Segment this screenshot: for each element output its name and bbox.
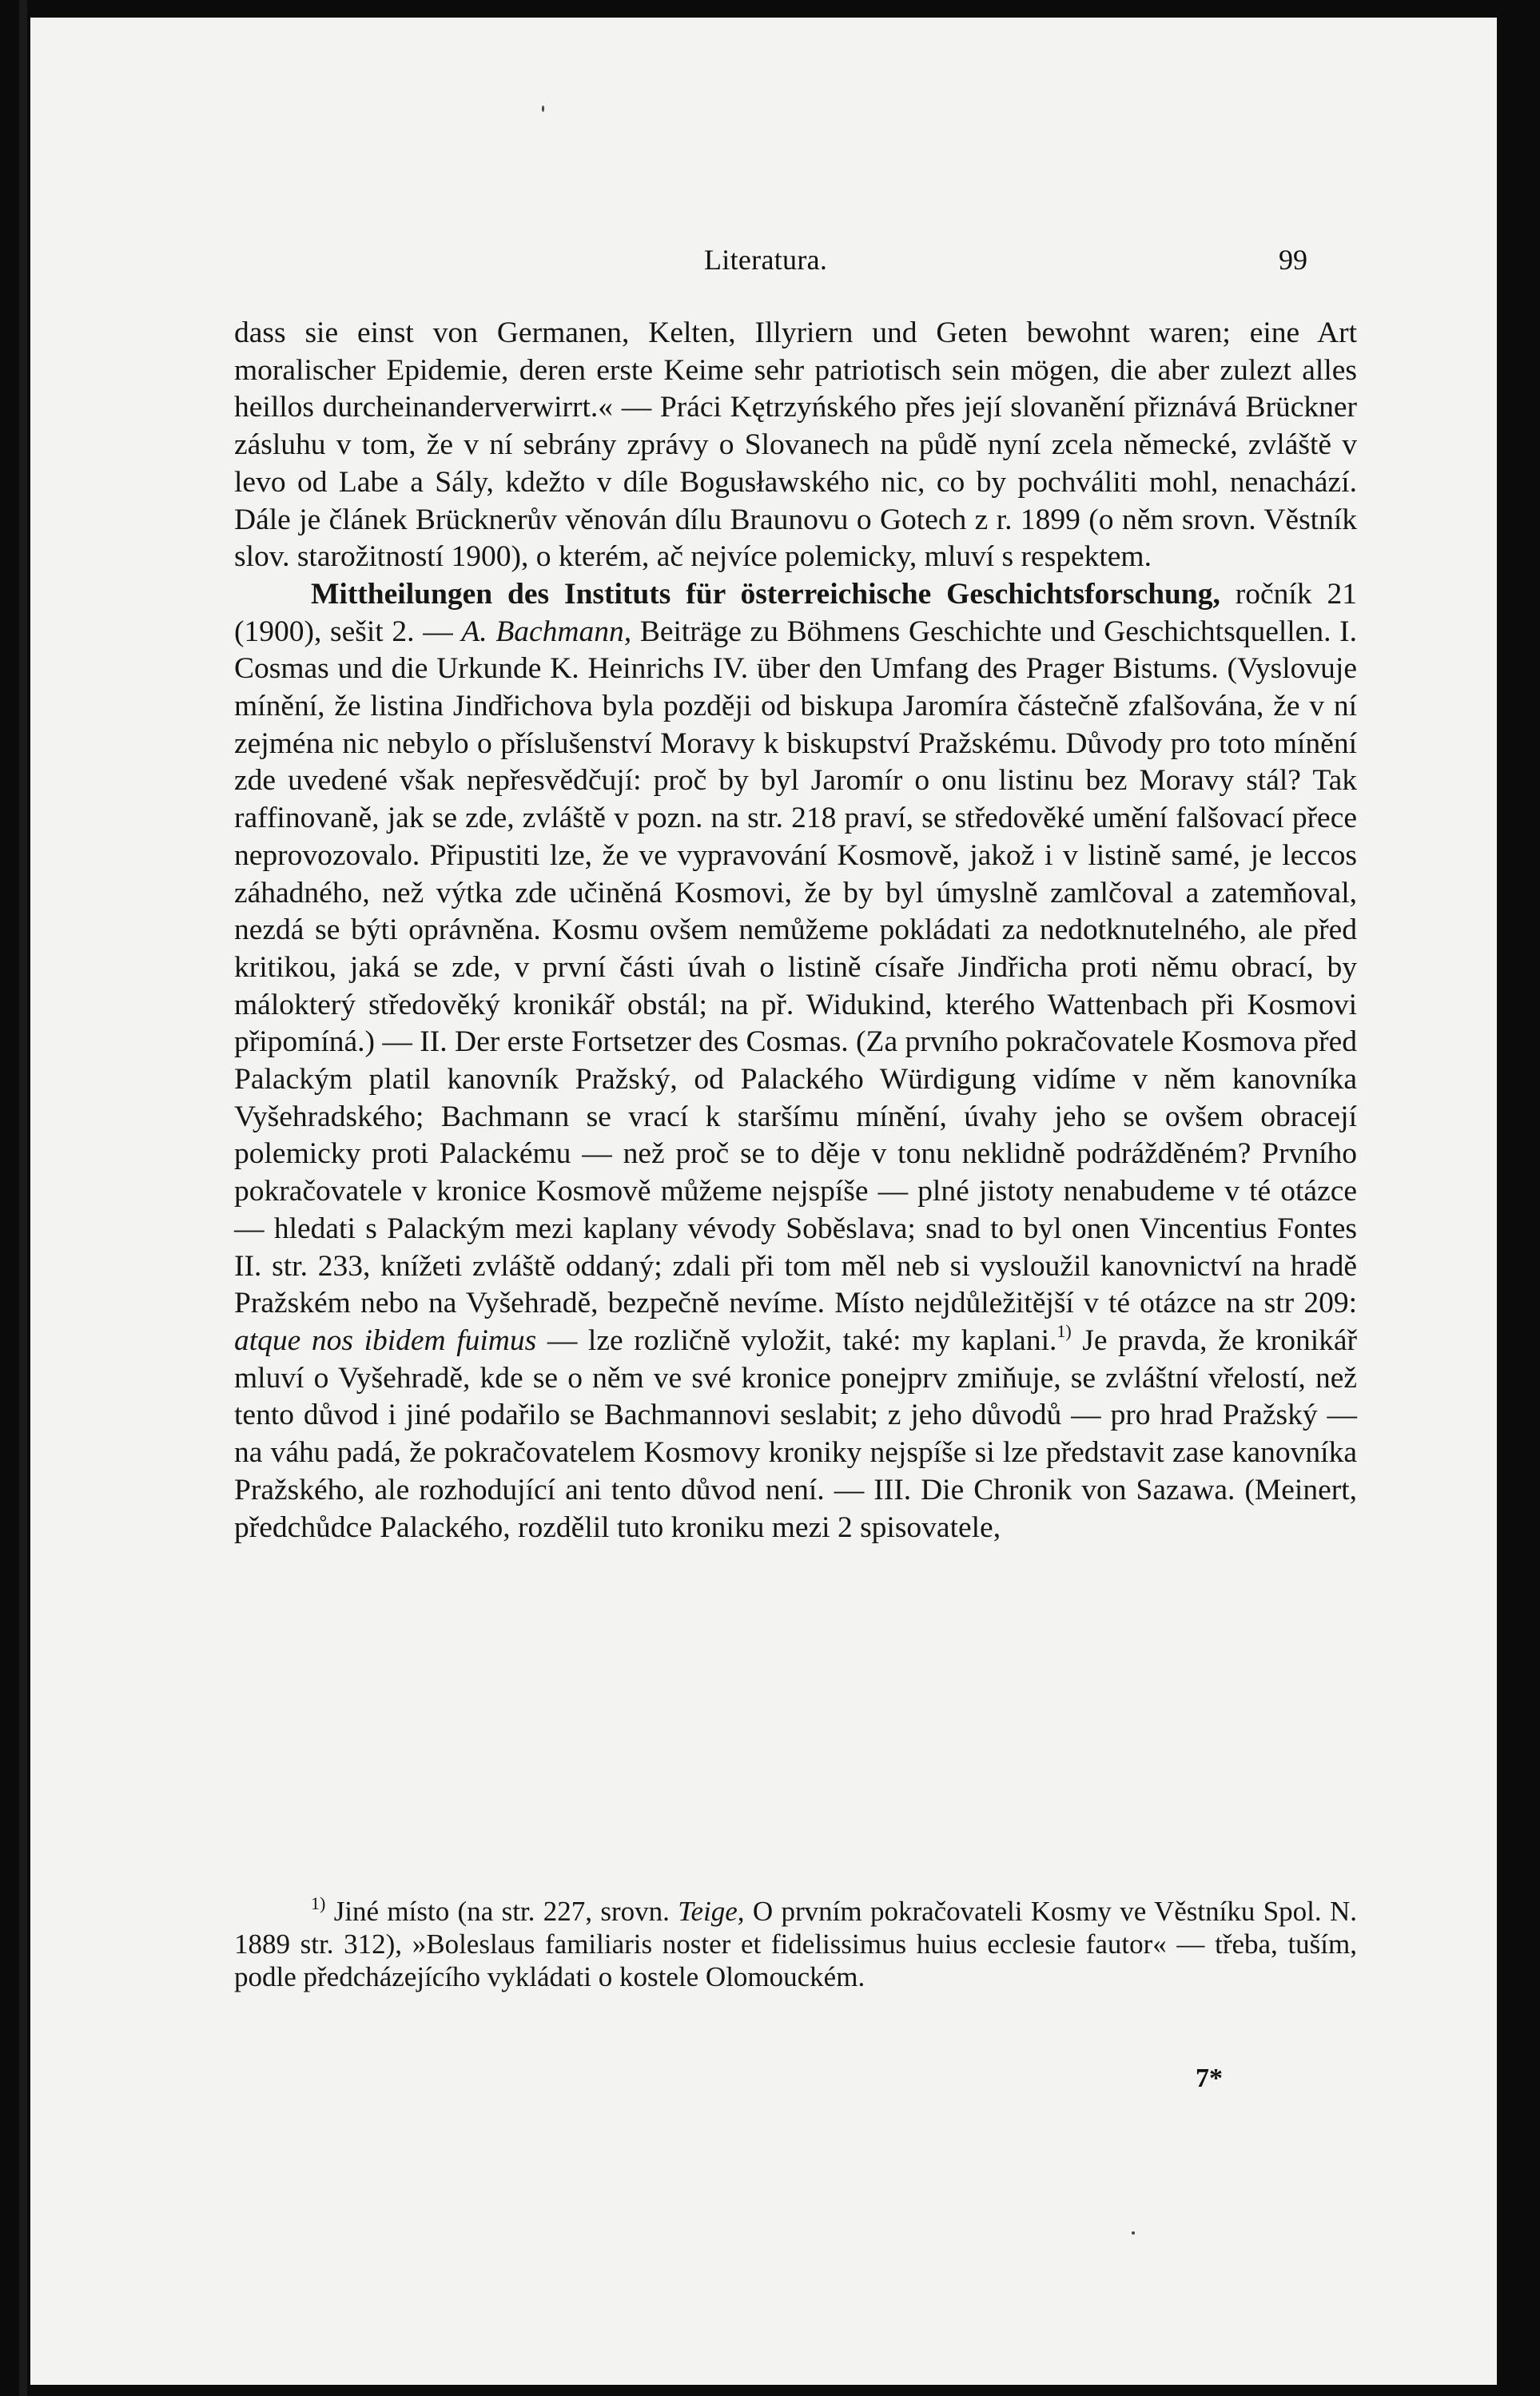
- latin-quote: atque nos ibidem fuimus: [234, 1323, 537, 1357]
- scan-speck: [1132, 2231, 1135, 2235]
- journal-title: Mittheilungen des Instituts für österreichische Geschichtsforschung,: [311, 577, 1220, 611]
- footnote-marker: 1): [311, 1893, 326, 1913]
- running-title: Literatura.: [704, 244, 828, 276]
- paragraph-continuation: dass sie einst von Germanen, Kelten, Illyriern und Geten bewohnt waren; eine Art moralischer Epidemie, deren erste Keime sehr patriotisch sein mögen, die aber zulezt alles heillos durcheinanderverwirrt.« — Práci Kętrzyńského přes její slovanění přiznává Brückner zásluhu v tom, že v ní sebrány zprávy o Slovanech na půdě nyní zcela německé, zvláště v levo od Labe a Sály, kdežto v díle Bogusławského nic, co by pochváliti mohl, nenachází. Dále je článek Brücknerův věnován dílu Braunovu o Gotech z r. 1899 (o něm srovn. Věstník slov. starožitností 1900), o kterém, ač nejvíce polemicky, mluví s respektem.: [234, 316, 1357, 574]
- binding-edge: [19, 0, 27, 2396]
- review-text-part-2: — lze rozličně vyložit, také: my kaplani.: [547, 1323, 1057, 1357]
- footnote: [234, 1895, 1357, 1993]
- paragraph-mittheilungen: [234, 576, 1357, 1546]
- footnote-1: [234, 1895, 1357, 1993]
- paper-sheet: [30, 18, 1497, 2385]
- footnote-text-part-1: Jiné místo (na str. 227, srovn.: [333, 1896, 670, 1927]
- author-name: A. Bachmann,: [461, 615, 632, 648]
- review-text-part-3: Je pravda, že kronikář mluví o Vyšehradě, kde se o něm ve své kronice ponejprv zmiňuje, se zvláštní vřelostí, než tento důvod i jiné podařilo se Bachmannovi seslabit; z jeho důvodů — pro hrad Pražský — na váhu padá, že pokračovatelem Kosmovy kroniky nejspíše si lze představit zase kanovníka Pražského, ale rozhodující ani tento důvod není. — III. Die Chronik von Sazawa. (Meinert, předchůdce Palackého, rozdělil tuto kroniku mezi 2 spisovatele,: [234, 1323, 1358, 1544]
- scan-speck: [542, 105, 544, 112]
- page-number: 99: [1279, 244, 1307, 276]
- footnote-reference: 1): [1057, 1320, 1072, 1341]
- footnote-author: Teige,: [678, 1896, 745, 1927]
- printer-signature-mark: 7*: [1196, 2064, 1223, 2093]
- footnote-text-part-2: O prvním pokračovateli Kosmy ve Věstníku Spol. N. 1889 str. 312), »Boleslaus familiaris noster et fidelissimus huius ecclesie fautor« — třeba, tuším, podle předcházejícího vykládati o kostele Olomouckém.: [234, 1896, 1358, 1992]
- page-header: [30, 243, 1497, 283]
- review-text-part-1: Beiträge zu Böhmens Geschichte und Geschichtsquellen. I. Cosmas und die Urkunde K. Heinrichs IV. über den Umfang des Prager Bistums. (Vyslovuje mínění, že listina Jindřichova byla později od biskupa Jaromíra částečně zfalšována, že v ní zejména nic nebylo o příslušenství Moravy k biskupství Pražskému. Důvody pro toto mínění zde uvedené však nepřesvědčují: proč by byl Jaromír o onu listinu bez Moravy stál? Tak raffinovaně, jak se zde, zvláště v pozn. na str. 218 praví, se středověké umění falšovací přece neprovozovalo. Připustiti lze, že ve vypravování Kosmově, jakož i v listině samé, je leccos záhadného, než výtka zde učiněná Kosmovi, že by byl úmyslně zamlčoval a zatemňoval, nezdá se býti oprávněna. Kosmu ovšem nemůžeme pokládati za nedotknutelného, ale před kritikou, jaká se zde, v první části úvah o listině císaře Jindřicha proti němu obrací, by málokterý středověký kronikář obstál; na př. Widukind, kterého Wattenbach při Kosmovi připomíná.) — II. Der erste Fortsetzer des Cosmas. (Za prvního pokračovatele Kosmova před Palackým platil kanovník Pražský, od Palackého Würdigung vidíme v něm kanovníka Vyšehradského; Bachmann se vrací k staršímu mínění, úvahy jeho se ovšem obracejí polemicky proti Palackému — než proč se to děje v tonu neklidně podrážděném? Prvního pokračovatele v kronice Kosmově můžeme nejspíše — plné jistoty nenabudeme v té otázce — hledati s Palackým mezi kaplany vévody Soběslava; snad to byl onen Vincentius Fontes II. str. 233, knížeti zvláště oddaný; zdali při tom měl neb si vysloužil kanovnictví na hradě Pražském nebo na Vyšehradě, bezpečně nevíme. Místo nejdůležitější v té otázce na str 209:: [234, 615, 1357, 1320]
- body-text: [234, 315, 1357, 1546]
- issue-reference: ročník 21 (1900), sešit 2. —: [234, 577, 1357, 648]
